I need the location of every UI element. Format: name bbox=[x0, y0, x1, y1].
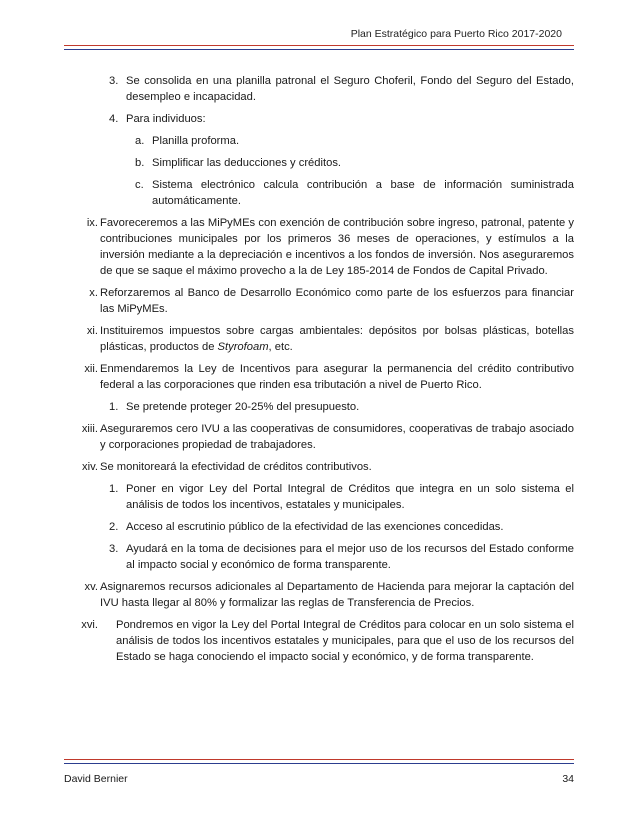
item-text: Poner en vigor Ley del Portal Integral de Créditos que integra en un solo sistema el análisis de todos los incentivos, estatales y municipales. bbox=[126, 483, 574, 511]
item-text: Ayudará en la toma de decisiones para el mejor uso de los recursos del Estado conforme al impacto social y económico de forma transparente. bbox=[126, 543, 574, 571]
list-item-xiv-2 bbox=[64, 519, 574, 535]
item-label: xvi. bbox=[81, 619, 98, 631]
item-text-before: Instituiremos impuestos sobre cargas ambientales: depósitos por bolsas plásticas, botellas plásticas, productos de bbox=[100, 325, 574, 353]
item-label: ix. bbox=[86, 217, 98, 229]
header-title: Plan Estratégico para Puerto Rico 2017-2020 bbox=[350, 28, 562, 40]
list-item-xiv bbox=[64, 459, 574, 475]
item-text-after: , etc. bbox=[268, 341, 293, 353]
item-label: xi. bbox=[86, 325, 98, 337]
header-rule-red bbox=[64, 45, 574, 46]
footer-author: David Bernier bbox=[64, 773, 128, 785]
item-label: 4. bbox=[109, 113, 119, 125]
list-item-4 bbox=[64, 111, 574, 127]
list-item-xv bbox=[64, 579, 574, 611]
list-item-3 bbox=[64, 73, 574, 105]
item-label: 1. bbox=[109, 483, 119, 495]
item-label: xiv. bbox=[82, 461, 98, 473]
item-text: Favoreceremos a las MiPyMEs con exención de contribución sobre ingreso, patronal, patente y contribuciones municipales por los primeros 36 meses de operaciones, y estímulos a la inversión mediante a la depreciación e incentivos a los fondos de inversión. Nos aseguraremos de que se saque el máximo provecho a la de Ley 185-2014 de Fondos de Capital Privado. bbox=[100, 217, 574, 277]
list-item-xiv-3 bbox=[64, 541, 574, 573]
item-label: 1. bbox=[109, 401, 119, 413]
list-item-x bbox=[64, 285, 574, 317]
list-item-ix bbox=[64, 215, 574, 279]
item-text: Aseguraremos cero IVU a las cooperativas de consumidores, cooperativas de trabajo asociado y corporaciones propiedad de trabajadores. bbox=[100, 423, 574, 451]
item-text: Simplificar las deducciones y créditos. bbox=[152, 157, 342, 169]
header-rule-blue bbox=[64, 49, 574, 50]
list-item-4c bbox=[64, 177, 574, 209]
item-label: xii. bbox=[84, 363, 98, 375]
item-label: xiii. bbox=[81, 423, 98, 435]
item-text-emphasis: Styrofoam bbox=[217, 341, 269, 353]
list-item-xi bbox=[64, 323, 574, 355]
list-item-xvi bbox=[64, 617, 574, 665]
item-text: Sistema electrónico calcula contribución a base de información suministrada automáticamente. bbox=[152, 179, 574, 207]
item-text: Asignaremos recursos adicionales al Departamento de Hacienda para mejorar la captación del IVU hasta llegar al 80% y formalizar las reglas de Transferencia de Precios. bbox=[100, 581, 574, 609]
footer-rule-blue bbox=[64, 763, 574, 764]
list-item-xii-1 bbox=[64, 399, 574, 415]
item-label: 2. bbox=[109, 521, 119, 533]
item-text: Planilla proforma. bbox=[152, 135, 240, 147]
list-item-4a bbox=[64, 133, 574, 149]
item-label: a. bbox=[135, 135, 145, 147]
document-body bbox=[64, 73, 574, 671]
item-text: Enmendaremos la Ley de Incentivos para asegurar la permanencia del crédito contributivo federal a las corporaciones que rinden esa tributación a nivel de Puerto Rico. bbox=[100, 363, 574, 391]
item-label: 3. bbox=[109, 543, 119, 555]
item-text: Se pretende proteger 20-25% del presupuesto. bbox=[126, 401, 360, 413]
list-item-xii bbox=[64, 361, 574, 393]
list-item-xiii bbox=[64, 421, 574, 453]
item-text: Se consolida en una planilla patronal el Seguro Choferil, Fondo del Seguro del Estado, desempleo e incapacidad. bbox=[126, 75, 574, 103]
footer-rule-red bbox=[64, 759, 574, 760]
item-label: b. bbox=[135, 157, 145, 169]
item-text: Pondremos en vigor la Ley del Portal Integral de Créditos para colocar en un solo sistema el análisis de todos los incentivos estatales y municipales, para que el uso de los recursos del Estado se haga conociendo el impacto social y económico, y de forma transparente. bbox=[116, 619, 574, 663]
item-text: Acceso al escrutinio público de la efectividad de las exenciones concedidas. bbox=[126, 521, 504, 533]
item-label: x. bbox=[89, 287, 98, 299]
page-number: 34 bbox=[562, 773, 574, 785]
item-label: xv. bbox=[84, 581, 98, 593]
item-label: c. bbox=[135, 179, 144, 191]
list-item-4b bbox=[64, 155, 574, 171]
item-text: Para individuos: bbox=[126, 113, 206, 125]
list-item-xiv-1 bbox=[64, 481, 574, 513]
item-label: 3. bbox=[109, 75, 119, 87]
item-text: Reforzaremos al Banco de Desarrollo Económico como parte de los esfuerzos para financiar las MiPyMEs. bbox=[100, 287, 574, 315]
item-text: Se monitoreará la efectividad de créditos contributivos. bbox=[100, 461, 372, 473]
